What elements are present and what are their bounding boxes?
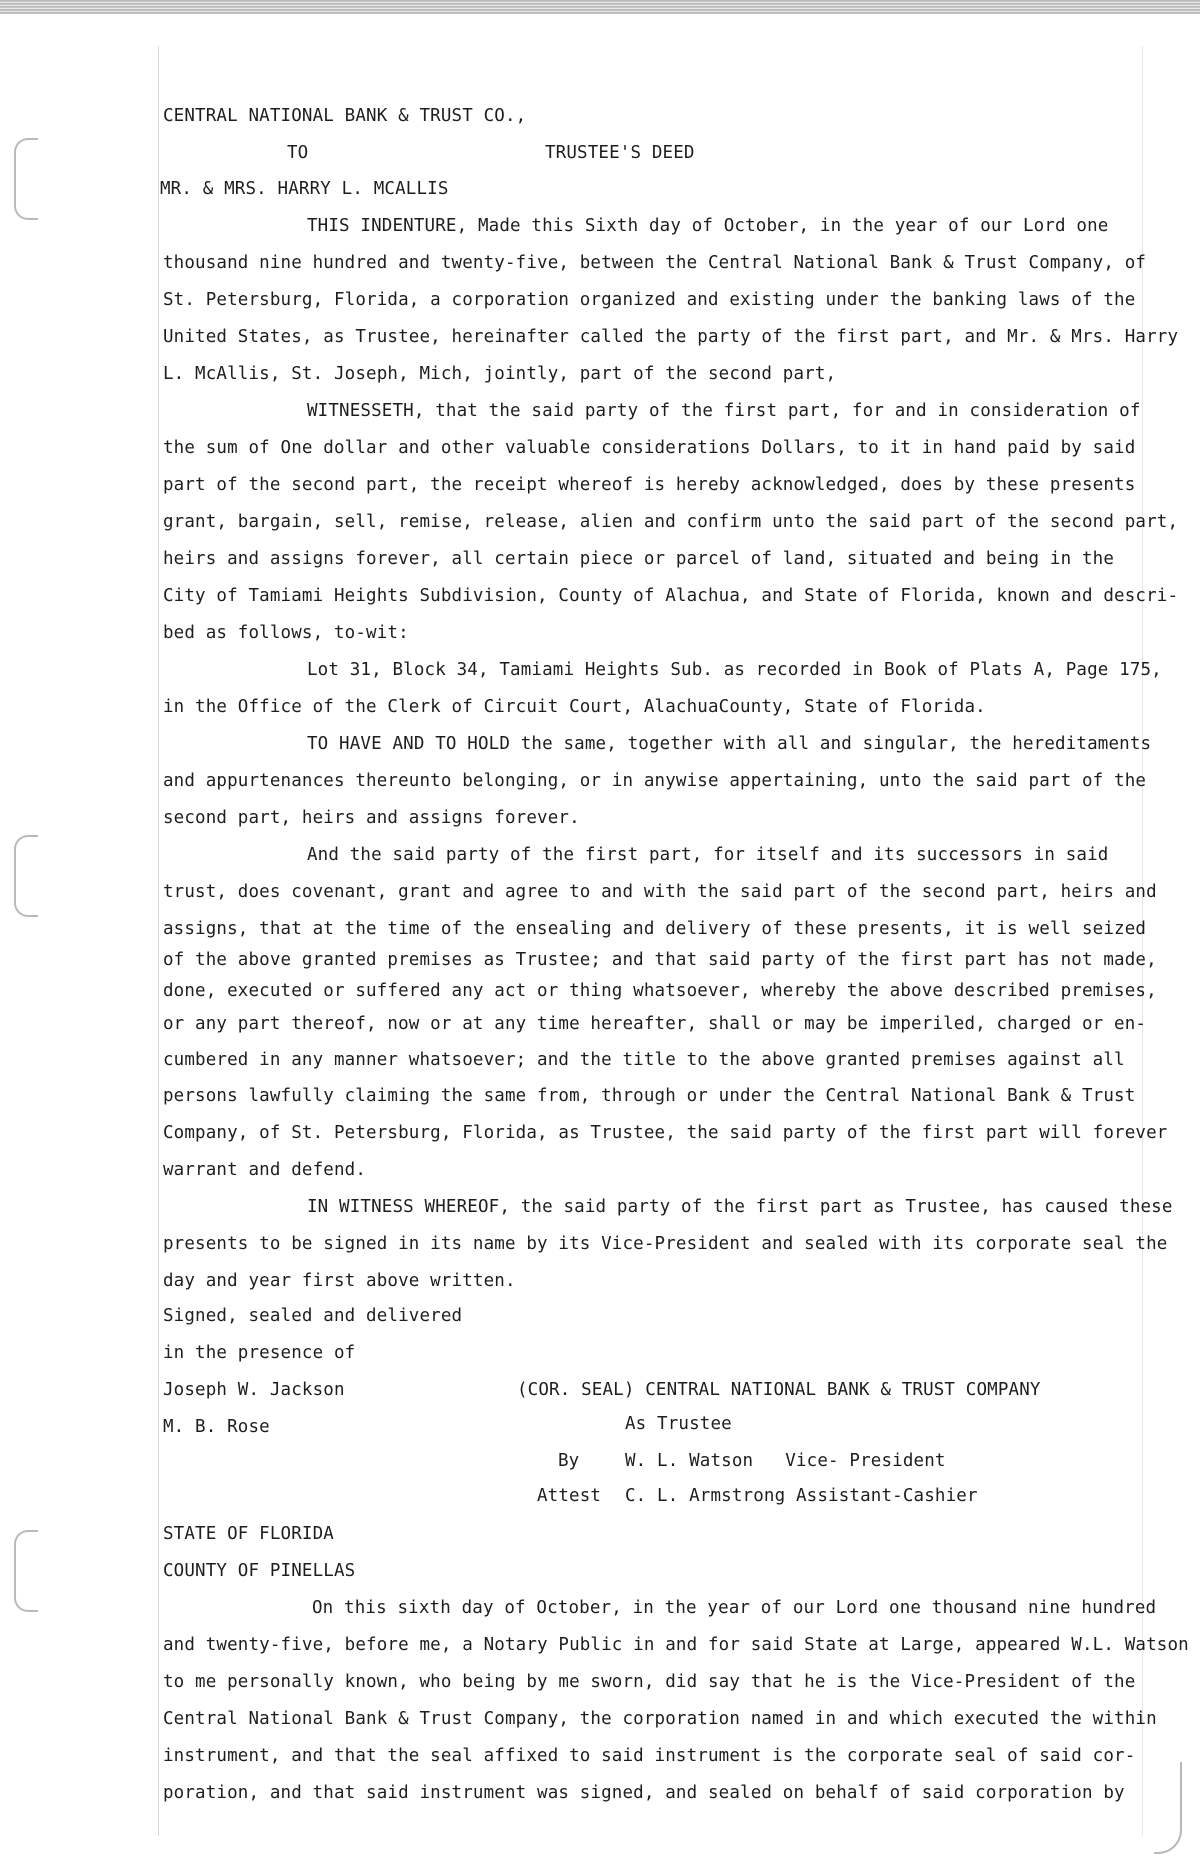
attester-name: C. L. Armstrong Assistant-Cashier bbox=[625, 1486, 978, 1506]
binder-hole-bottom bbox=[14, 1530, 38, 1612]
habendum-line: second part, heirs and assigns forever. bbox=[163, 808, 580, 828]
body-line: WITNESSETH, that the said party of the first part, for and in consideration of bbox=[307, 401, 1141, 421]
acknowledgment-line: instrument, and that the seal affixed to said instrument is the corporate seal of said cor- bbox=[163, 1746, 1136, 1766]
covenant-line: warrant and defend. bbox=[163, 1160, 367, 1180]
deed-title: TRUSTEE'S DEED bbox=[545, 143, 695, 163]
venue-county: COUNTY OF PINELLAS bbox=[163, 1561, 356, 1581]
body-line: the sum of One dollar and other valuable considerations Dollars, to it in hand paid by said bbox=[163, 438, 1136, 458]
left-margin-rule bbox=[158, 46, 159, 1836]
binder-hole-top bbox=[14, 138, 38, 220]
acknowledgment-line: and twenty-five, before me, a Notary Public in and for said State at Large, appeared W.L. Watson bbox=[163, 1635, 1189, 1655]
covenant-line: persons lawfully claiming the same from, through or under the Central National Bank & Trust bbox=[163, 1086, 1136, 1106]
legal-description-line: Lot 31, Block 34, Tamiami Heights Sub. as recorded in Book of Plats A, Page 175, bbox=[307, 660, 1162, 680]
to-line: TO bbox=[287, 143, 309, 163]
signer-name: W. L. Watson Vice- President bbox=[625, 1451, 946, 1471]
grantee-line: MR. & MRS. HARRY L. MCALLIS bbox=[160, 179, 449, 199]
body-line: part of the second part, the receipt whereof is hereby acknowledged, does by these presents bbox=[163, 475, 1136, 495]
binder-hole-middle bbox=[14, 835, 38, 917]
attest-label: Attest bbox=[537, 1486, 602, 1506]
body-line: United States, as Trustee, hereinafter called the party of the first part, and Mr. & Mrs. Harry bbox=[163, 327, 1179, 347]
body-line: heirs and assigns forever, all certain piece or parcel of land, situated and being in the bbox=[163, 549, 1115, 569]
testimonium-line: IN WITNESS WHEREOF, the said party of the first part as Trustee, has caused these bbox=[307, 1197, 1173, 1217]
covenant-line: assigns, that at the time of the ensealing and delivery of these presents, it is well seized bbox=[163, 919, 1147, 939]
page-corner-curl bbox=[1154, 1762, 1182, 1854]
right-margin-rule bbox=[1142, 46, 1143, 1836]
covenant-line: or any part thereof, now or at any time hereafter, shall or may be imperiled, charged or en- bbox=[163, 1014, 1147, 1034]
testimonium-line: presents to be signed in its name by its Vice-President and sealed with its corporate seal the bbox=[163, 1234, 1168, 1254]
witness-name: M. B. Rose bbox=[163, 1417, 270, 1437]
body-line: thousand nine hundred and twenty-five, between the Central National Bank & Trust Company, of bbox=[163, 253, 1147, 273]
habendum-line: and appurtenances thereunto belonging, or in anywise appertaining, unto the said part of the bbox=[163, 771, 1147, 791]
attestation-clause: Signed, sealed and delivered bbox=[163, 1306, 463, 1326]
witness-name: Joseph W. Jackson bbox=[163, 1380, 345, 1400]
venue-state: STATE OF FLORIDA bbox=[163, 1524, 334, 1544]
covenant-line: And the said party of the first part, for itself and its successors in said bbox=[307, 845, 1109, 865]
covenant-line: Company, of St. Petersburg, Florida, as Trustee, the said party of the first part will forever bbox=[163, 1123, 1168, 1143]
acknowledgment-line: poration, and that said instrument was signed, and sealed on behalf of said corporation by bbox=[163, 1783, 1125, 1803]
acknowledgment-line: to me personally known, who being by me sworn, did say that he is the Vice-President of the bbox=[163, 1672, 1136, 1692]
covenant-line: trust, does covenant, grant and agree to and with the said part of the second part, heirs and bbox=[163, 882, 1157, 902]
grantor-line: CENTRAL NATIONAL BANK & TRUST CO., bbox=[163, 106, 527, 126]
body-line: St. Petersburg, Florida, a corporation organized and existing under the banking laws of the bbox=[163, 290, 1136, 310]
corporate-seal-line: (COR. SEAL) CENTRAL NATIONAL BANK & TRUST COMPANY bbox=[517, 1380, 1041, 1400]
acknowledgment-line: On this sixth day of October, in the year of our Lord one thousand nine hundred bbox=[312, 1598, 1157, 1618]
page-top-edge bbox=[0, 0, 1200, 14]
testimonium-line: day and year first above written. bbox=[163, 1271, 516, 1291]
acknowledgment-line: Central National Bank & Trust Company, the corporation named in and which executed the within bbox=[163, 1709, 1157, 1729]
body-line: L. McAllis, St. Joseph, Mich, jointly, part of the second part, bbox=[163, 364, 837, 384]
covenant-line: cumbered in any manner whatsoever; and the title to the above granted premises against all bbox=[163, 1050, 1125, 1070]
habendum-line: TO HAVE AND TO HOLD the same, together with all and singular, the hereditaments bbox=[307, 734, 1152, 754]
attestation-clause: in the presence of bbox=[163, 1343, 356, 1363]
legal-description-line: in the Office of the Clerk of Circuit Court, AlachuaCounty, State of Florida. bbox=[163, 697, 986, 717]
body-line: bed as follows, to-wit: bbox=[163, 623, 409, 643]
covenant-line: of the above granted premises as Trustee; and that said party of the first part has not made, bbox=[163, 950, 1157, 970]
body-line: City of Tamiami Heights Subdivision, County of Alachua, and State of Florida, known and descri- bbox=[163, 586, 1179, 606]
body-line: THIS INDENTURE, Made this Sixth day of October, in the year of our Lord one bbox=[307, 216, 1109, 236]
covenant-line: done, executed or suffered any act or thing whatsoever, whereby the above described premises, bbox=[163, 981, 1157, 1001]
by-label: By bbox=[558, 1451, 580, 1471]
body-line: grant, bargain, sell, remise, release, alien and confirm unto the said part of the second part, bbox=[163, 512, 1179, 532]
as-trustee-label: As Trustee bbox=[625, 1414, 732, 1434]
